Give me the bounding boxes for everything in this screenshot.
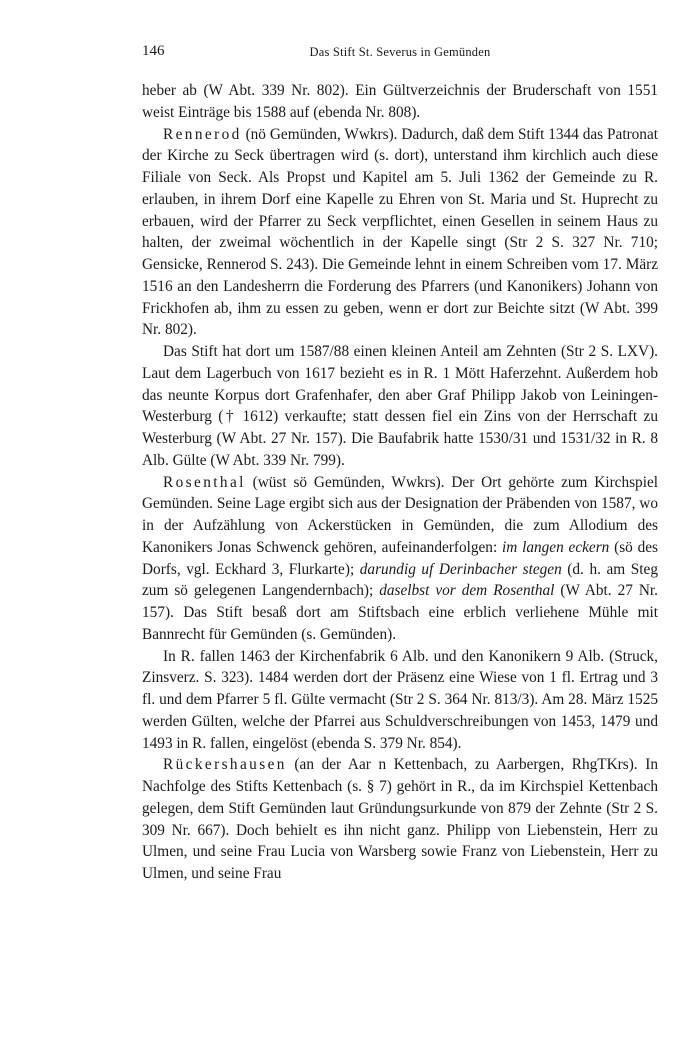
place-name-rueckershausen: Rückershausen	[163, 756, 287, 774]
body-text	[142, 80, 658, 885]
page-number: 146	[142, 43, 165, 59]
place-name-rennerod: Rennerod	[163, 125, 242, 143]
page-header	[142, 43, 658, 65]
paragraph-text: (d. h. am Steg zum sö gelegenen Langendernbach);	[142, 560, 658, 600]
entry-rosenthal	[142, 472, 658, 646]
running-title: Das Stift St. Severus in Gemünden	[309, 45, 491, 59]
paragraph-text: (W Abt. 27 Nr. 157). Das Stift besaß dort am Stiftsbach eine erblich verliehene Mühle mit Bannrecht für Gemünden (s. Gemünden).	[142, 582, 658, 643]
place-name-rosenthal: Rosenthal	[163, 473, 246, 491]
paragraph-text: (wüst sö Gemünden, Wwkrs). Der Ort gehörte zum Kirchspiel Gemünden. Seine Lage ergibt sich aus der Designation der Präbenden von 1587, wo in der Aufzählung von Ackerstücken in Gemünden, die zum Allodium des Kanonikers Jonas Schwenck gehören, aufeinanderfolgen:	[142, 473, 658, 556]
paragraph-text: (an der Aar n Kettenbach, zu Aarbergen, RhgTKrs). In Nachfolge des Stifts Kettenbach (s. § 7) gehört in R., da im Kirchspiel Kettenbach gelegen, dem Stift Gemünden laut Gründungsurkunde von 879 der Zehnte (Str 2 S. 309 Nr. 667). Doch behielt es ihn nicht ganz. Philipp von Liebenstein, Herr zu Ulmen, und seine Frau Lucia von Warsberg sowie Franz von Liebenstein, Herr zu Ulmen, und seine Frau	[142, 756, 658, 882]
paragraph-text: (sö des Dorfs, vgl. Eckhard 3, Flurkarte);	[142, 538, 658, 578]
paragraph-text: (nö Gemünden, Wwkrs). Dadurch, daß dem Stift 1344 das Patronat der Kirche zu Seck übertragen wird (s. dort), unterstand ihm kirchlich auch diese Filiale von Seck. Als Propst und Kapitel am 5. Juli 1362 der Gemeinde zu R. erlauben, in ihrem Dorf eine Kapelle zu Ehren von St. Maria und St. Huprecht zu erbauen, wird der Pfarrer zu Seck verpflichtet, einen Gesellen in seinem Haus zu halten, der zweimal wöchentlich in der Kapelle singt (Str 2 S. 327 Nr. 710; Gensicke, Rennerod S. 243). Die Gemeinde lehnt in einem Schreiben vom 17. März 1516 an den Landesherrn die Forderung des Pfarrers (und Kanonikers) Johann von Frickhofen ab, ihm zu essen zu geben, wenn er dort zur Beichte sitzt (W Abt. 399 Nr. 802).	[142, 125, 658, 339]
quoted-field-name: darundig uf Derinbacher stegen	[359, 560, 562, 578]
paragraph-text: In R. fallen 1463 der Kirchenfabrik 6 Alb. und den Kanonikern 9 Alb. (Struck, Zinsverz. S. 323). 1484 werden dort der Präsenz eine Wiese von 1 fl. Ertrag und 3 fl. und dem Pfarrer 5 fl. Gülte vermacht (Str 2 S. 364 Nr. 813/3). Am 28. März 1525 werden Gülten, welche der Pfarrei aus Schuldverschreibungen von 1453, 1479 und 1493 in R. fallen, eingelöst (ebenda S. 379 Nr. 854).	[142, 647, 658, 752]
paragraph-continuation	[142, 80, 658, 124]
quoted-field-name: daselbst vor dem Rosenthal	[379, 582, 555, 600]
paragraph-rennerod-tithe	[142, 341, 658, 472]
entry-rueckershausen	[142, 754, 658, 885]
quoted-field-name: im langen eckern	[502, 538, 610, 556]
paragraph-text: Das Stift hat dort um 1587/88 einen kleinen Anteil am Zehnten (Str 2 S. LXV). Laut dem Lagerbuch von 1617 bezieht es in R. 1 Mött Haferzehnt. Außerdem hob das neunte Korpus dort Grafenhafer, den aber Graf Philipp Jakob von Leiningen-Westerburg († 1612) verkaufte; statt dessen fiel ein Zins von der Herrschaft zu Westerburg (W Abt. 27 Nr. 157). Die Baufabrik hatte 1530/31 und 1531/32 in R. 8 Alb. Gülte (W Abt. 339 Nr. 799).	[142, 343, 658, 469]
paragraph-rosenthal-income	[142, 646, 658, 755]
entry-rennerod	[142, 124, 658, 342]
paragraph-text: heber ab (W Abt. 339 Nr. 802). Ein Gültverzeichnis der Bruderschaft von 1551 weist Einträge bis 1588 auf (ebenda Nr. 808).	[142, 82, 658, 121]
